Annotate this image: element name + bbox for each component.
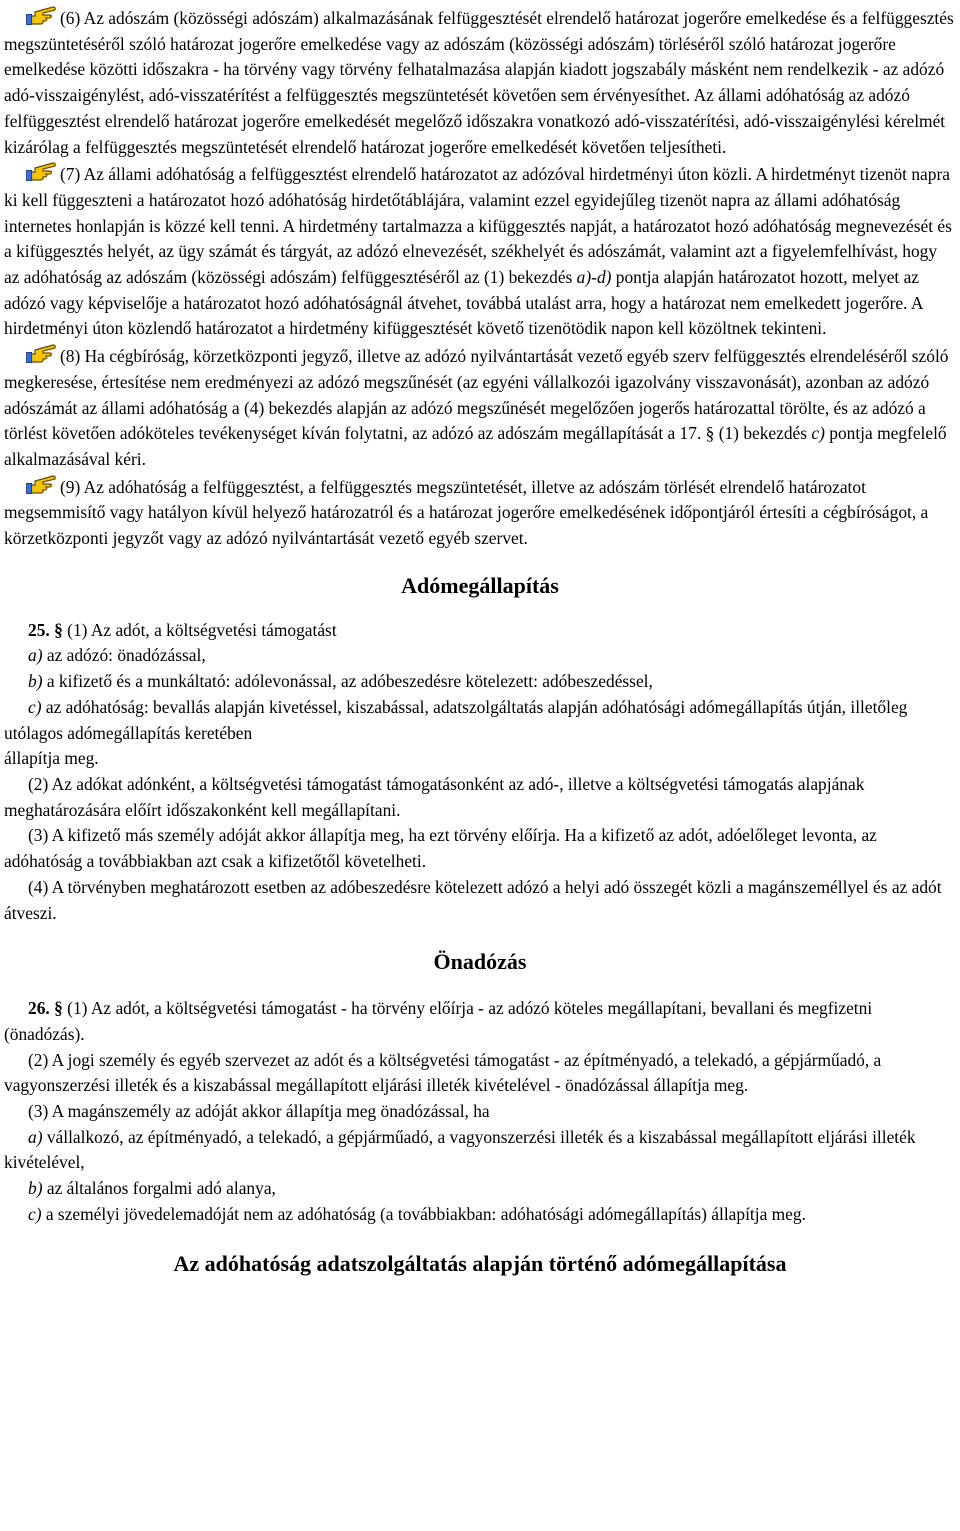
heading-adomegallapitas: Adómegállapítás <box>401 572 559 598</box>
item-b-label: b) <box>28 671 43 692</box>
section-25-item-c <box>4 695 956 746</box>
section-25-para-1 <box>4 618 956 644</box>
section-25-p1: (1) Az adót, a költségvetési támogatást <box>67 619 337 640</box>
section-sign: § <box>54 619 63 640</box>
section-26-item-b <box>4 1176 956 1202</box>
paragraph-8-text: (8) Ha cégbíróság, körzetközponti jegyző, illetve az adózó nyilvántartását vezető egyéb szerv felfüggesztés elrendeléséről szóló megkeresése, értesítése nem eredményezi az adózó megszűnését (az egyéni vállalkozói igazolvány visszavonását), azonban az adózó adószámát az állami adóhatóság a (4) bekezdés alapján az adózó megszűnését megelőzően jogerős határozattal törölte, és az adózó a törlést követően adóköteles tevékenységet kíván folytatni, az adózó az adószám megállapítását a 17. § (1) bekezdés <box>4 346 949 444</box>
item-c-label: c) <box>28 1203 42 1224</box>
pointing-hand-icon[interactable] <box>26 342 58 364</box>
item-a-label: a) <box>28 1126 43 1147</box>
item-a-label: a) <box>28 645 43 666</box>
heading-onadozas: Önadózás <box>433 949 527 975</box>
section-26-number: 26. <box>28 998 50 1019</box>
section-25-item-b <box>4 669 956 695</box>
pointing-hand-icon[interactable] <box>26 473 58 495</box>
section-26-para-1 <box>4 996 956 1047</box>
paragraph-6-text: (6) Az adószám (közösségi adószám) alkalmazásának felfüggesztését elrendelő határozat jogerőre emelkedése és a felfüggesztés megszüntetéséről szóló határozat jogerőre emelkedése vagy az adószám (közösségi adószám) törléséről szóló határozat jogerőre emelkedése közötti időszakra - ha törvény vagy törvény felhatalmazása alapján kiadott jogszabály másként nem rendelkezik - az adózó adó-visszaigénylést, adó-visszatérítést a felfüggesztés megszüntetését követően sem érvényesíthet. Az állami adóhatóság az adózó felfüggesztést elrendelő határozat jogerőre emelkedését megelőző időszakra vonatkozó adó-visszatérítési, adó-visszaigénylési kérelmét kizárólag a felfüggesztés megszüntetését elrendelő határozat jogerőre emelkedését követően teljesítheti. <box>4 8 954 157</box>
paragraph-7-rest: pontja alapján határozatot hozott, melyet az adózó vagy képviselője a határozatot hozó adóhatóságnál átvehet, továbbá utalást arra, hogy a határozat nem emelkedett jogerőre. A hirdetményi úton közlendő határozatot a hirdetmény kifüggesztését követő tizenötödik napon kell közöltnek tekinteni. <box>4 267 923 339</box>
section-26-para-2: (2) A jogi személy és egyéb szervezet az adót és a költségvetési támogatást - az építményadó, a telekadó, a gépjárműadó, a vagyonszerzési illeték és a kiszabással megállapított eljárási illeték kivételével - önadózással állapítja meg. <box>4 1049 882 1096</box>
section-26-para-3: (3) A magánszemély az adóját akkor állapítja meg önadózással, ha <box>28 1101 490 1122</box>
section-26-item-a <box>4 1125 956 1176</box>
item-c-label: c) <box>28 696 42 717</box>
item-c-text: az adóhatóság: bevallás alapján kivetéssel, kiszabással, adatszolgáltatás alapján adóhatósági adómegállapítás útján, illetőleg utólagos adómegállapítás keretében <box>4 696 908 743</box>
paragraph-8 <box>4 342 956 473</box>
paragraph-8-rest: pontja megfelelő alkalmazásával kéri. <box>4 423 947 469</box>
section-25-number: 25. <box>28 619 50 640</box>
item-a-text: vállalkozó, az építményadó, a telekadó, a gépjárműadó, a vagyonszerzési illeték és a kiszabással megállapított eljárási illeték kivételével, <box>4 1126 916 1173</box>
section-25-item-a <box>4 643 956 669</box>
paragraph-9-text: (9) Az adóhatóság a felfüggesztést, a felfüggesztés megszüntetését, illetve az adószám törlését elrendelő határozatot megsemmisítő vagy hatályon kívül helyező határozatról és a határozat jogerőre emelkedésének időpontjáról értesíti a cégbíróságot, a körzetközponti jegyzőt vagy az adózó nyilvántartását vezető egyéb szervet. <box>4 476 929 549</box>
pointing-hand-icon[interactable] <box>26 4 58 26</box>
item-b-text: a kifizető és a munkáltató: adólevonással, az adóbeszedésre kötelezett: adóbeszedéssel, <box>42 671 653 692</box>
section-sign: § <box>54 998 63 1019</box>
item-b-text: az általános forgalmi adó alanya, <box>42 1178 276 1199</box>
item-b-label: b) <box>28 1178 43 1199</box>
paragraph-8-ref: c) <box>811 423 825 444</box>
section-25-para-3: (3) A kifizető más személy adóját akkor állapítja meg, ha ezt törvény előírja. Ha a kifizető az adót, adóelőleget levonta, az adóhatóság a továbbiakban azt csak a kifizetőtől követelheti. <box>4 825 877 872</box>
section-25-para-4: (4) A törvényben meghatározott esetben az adóbeszedésre kötelezett adózó a helyi adó összegét közli a magánszeméllyel és az adót átveszi. <box>4 876 942 923</box>
item-a-text: az adózó: önadózással, <box>42 645 206 666</box>
section-26-p1: (1) Az adót, a költségvetési támogatást - ha törvény előírja - az adózó köteles megállapítani, bevallani és megfizetni (önadózás). <box>4 998 873 1044</box>
section-25-para-2: (2) Az adókat adónként, a költségvetési támogatást támogatásonként az adó-, illetve a költségvetési támogatás alapjának meghatározására előírt időszakonként kell megállapítani. <box>4 773 865 820</box>
heading-adatszolgaltatas: Az adóhatóság adatszolgáltatás alapján történő adómegállapítása <box>173 1250 787 1276</box>
pointing-hand-icon[interactable] <box>26 160 58 182</box>
paragraph-7-ref: a)-d) <box>576 267 612 288</box>
paragraph-6 <box>4 4 956 160</box>
section-25-closing: állapítja meg. <box>4 748 99 769</box>
paragraph-7-text: (7) Az állami adóhatóság a felfüggesztést elrendelő határozatot az adózóval hirdetményi úton közli. A hirdetményt tizenöt napra ki kell függeszteni a határozatot hozó adóhatóság hirdetőtáblájára, valamint ezzel egyidejűleg tizenöt napra az állami adóhatóság internetes honlapján is közzé kell tenni. A hirdetmény tartalmazza a kifüggesztés napját, a határozatot hozó adóhatóság megnevezését és a kifüggesztés helyét, az ügy számát és tárgyát, az adózó elnevezését, székhelyét és adószámát, valamint azt a figyelemfelhívást, hogy az adóhatóság az adószám (közösségi adószám) felfüggesztéséről az (1) bekezdés <box>4 164 952 288</box>
paragraph-7 <box>4 160 956 342</box>
item-c-text: a személyi jövedelemadóját nem az adóhatóság (a továbbiakban: adóhatósági adómegállapítás) állapítja meg. <box>41 1203 806 1224</box>
paragraph-9 <box>4 473 956 552</box>
section-26-item-c <box>4 1202 956 1228</box>
